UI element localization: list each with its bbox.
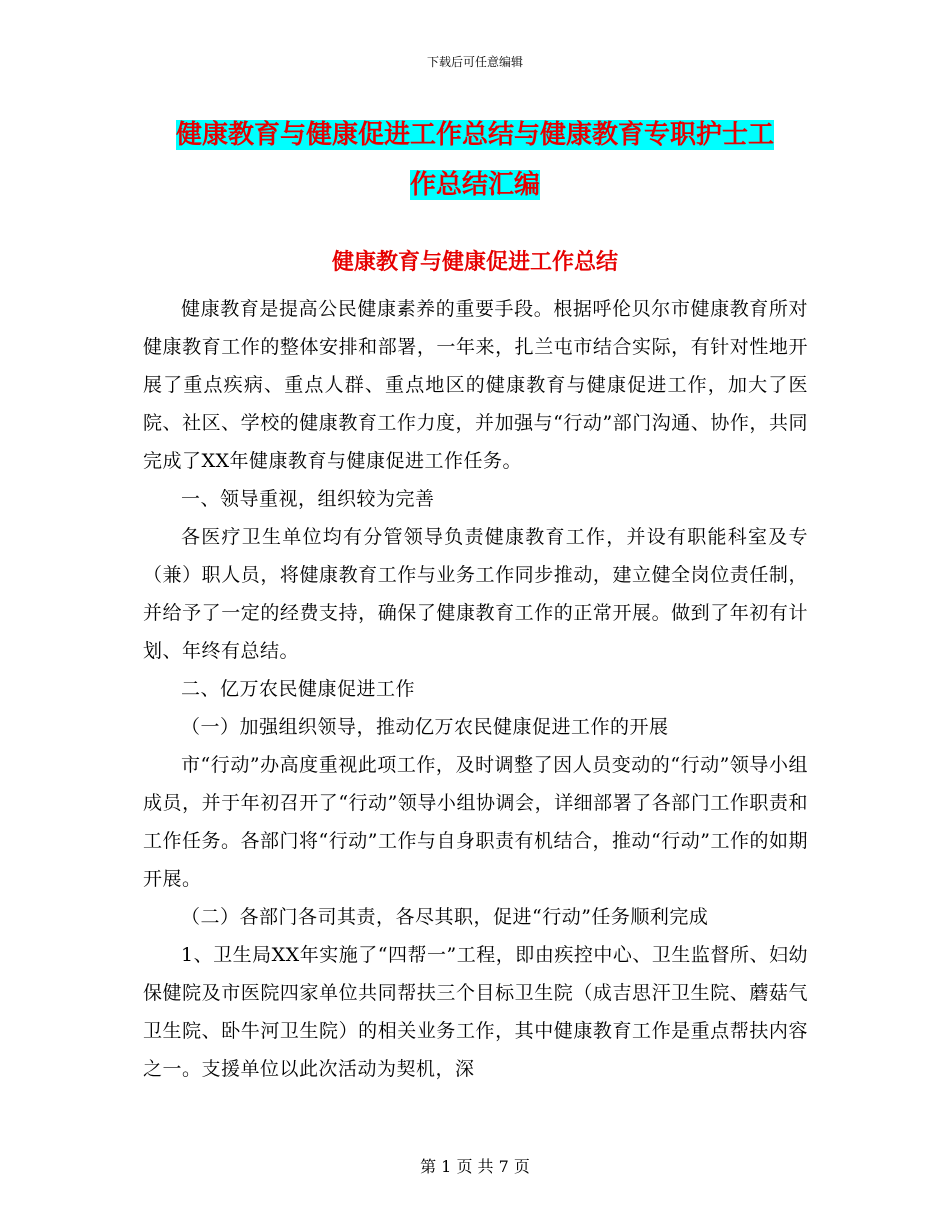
page-number: 第 1 页 共 7 页: [420, 1157, 530, 1176]
document-body: [143, 290, 808, 1088]
heading-paragraph: 一、领导重视，组织较为完善: [181, 488, 435, 510]
section-title: 健康教育与健康促进工作总结: [331, 250, 618, 275]
subheading-paragraph: （一）加强组织领导，推动亿万农民健康促进工作的开展: [181, 716, 669, 738]
paragraph: 各医疗卫生单位均有分管领导负责健康教育工作，并设有职能科室及专（兼）职人员，将健康教育工作与业务工作同步推动，建立健全岗位责任制，并给予了一定的经费支持，确保了健康教育工作的正常开展。做到了年初有计划、年终有总结。: [143, 526, 808, 662]
paragraph: 1、卫生局XX年实施了“四帮一”工程，即由疾控中心、卫生监督所、妇幼保健院及市医院四家单位共同帮扶三个目标卫生院（成吉思汗卫生院、蘑菇气卫生院、卧牛河卫生院）的相关业务工作，其中健康教育工作是重点帮扶内容之一。支援单位以此次活动为契机，深: [143, 944, 808, 1080]
header-note: 下载后可任意编辑: [426, 55, 523, 69]
paragraph: 健康教育是提高公民健康素养的重要手段。根据呼伦贝尔市健康教育所对健康教育工作的整体安排和部署，一年来，扎兰屯市结合实际，有针对性地开展了重点疾病、重点人群、重点地区的健康教育与健康促进工作，加大了医院、社区、学校的健康教育工作力度，并加强与“行动”部门沟通、协作，共同完成了XX年健康教育与健康促进工作任务。: [143, 298, 808, 472]
paragraph: 市“行动”办高度重视此项工作，及时调整了因人员变动的“行动”领导小组成员，并于年初召开了“行动”领导小组协调会，详细部署了各部门工作职责和工作任务。各部门将“行动”工作与自身职责有机结合，推动“行动”工作的如期开展。: [143, 754, 808, 890]
title-line-2: 作总结汇编: [409, 170, 540, 200]
title-line-1: 健康教育与健康促进工作总结与健康教育专职护士工: [175, 120, 774, 150]
heading-paragraph: 二、亿万农民健康促进工作: [181, 678, 416, 700]
document-title: [0, 110, 950, 210]
subheading-paragraph: （二）各部门各司其责，各尽其职，促进“行动”任务顺利完成: [181, 906, 709, 928]
